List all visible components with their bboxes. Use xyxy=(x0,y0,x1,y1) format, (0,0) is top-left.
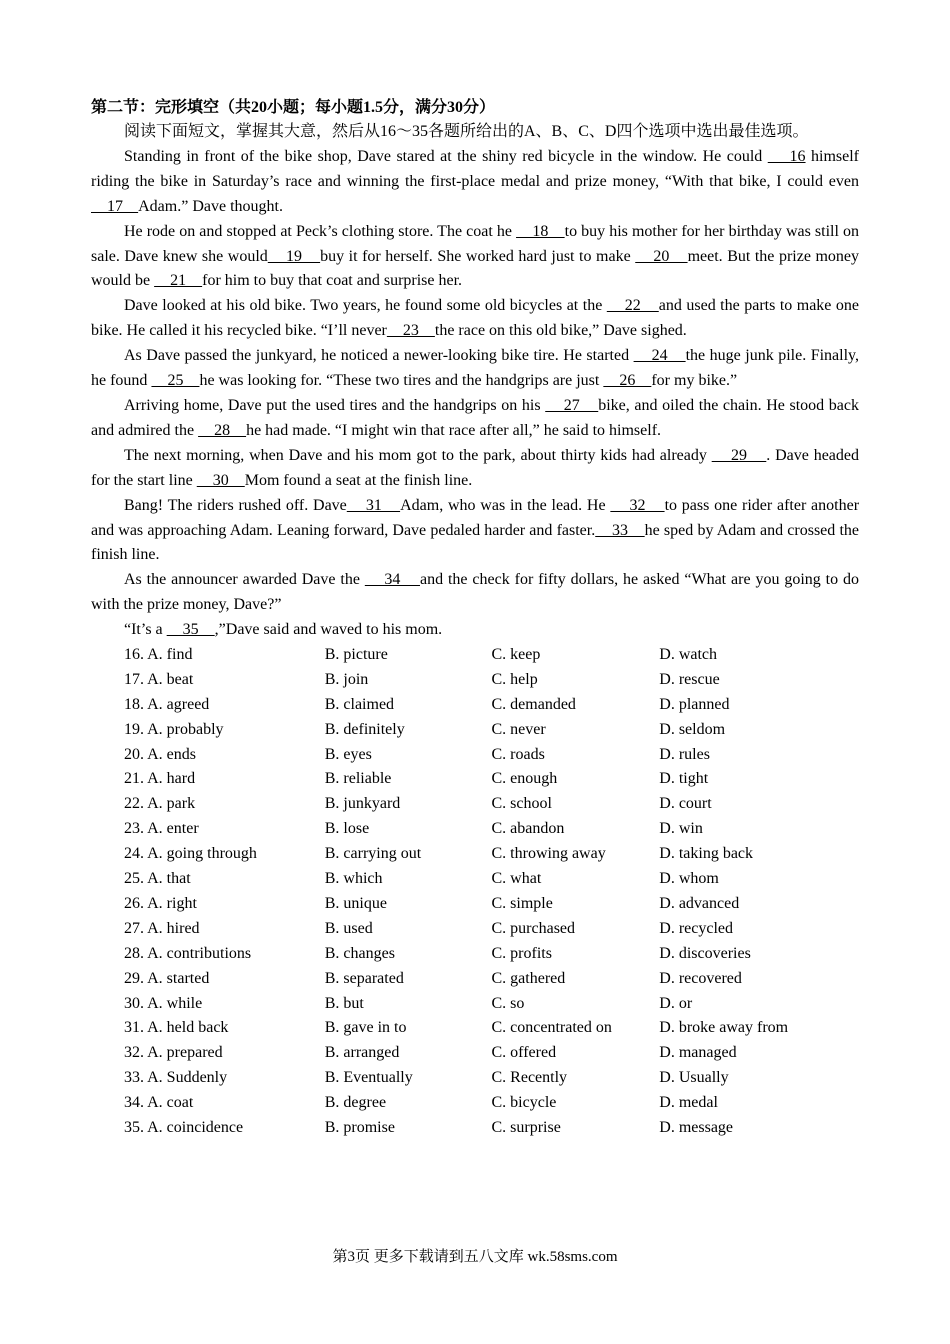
option-b: B. definitely xyxy=(324,720,405,738)
passage-text: Adam.” Dave thought. xyxy=(138,197,283,215)
option-b: B. degree xyxy=(324,1094,387,1112)
option-b: B. used xyxy=(324,919,373,937)
option-b: B. picture xyxy=(324,646,388,664)
option-c: C. simple xyxy=(491,894,553,912)
option-d: D. managed xyxy=(659,1044,737,1062)
passage-text: Bang! The riders rushed off. Dave xyxy=(124,496,347,514)
answer-blank: 18 xyxy=(516,222,565,240)
passage-text: to pass one rider after another and was approaching Adam. Leaning forward, Dave pedaled harder and faster. xyxy=(91,496,860,539)
passage-text: for him to buy that coat and surprise her. xyxy=(202,272,463,290)
passage-text: meet. But the prize money would be xyxy=(91,247,860,290)
option-d: D. watch xyxy=(659,646,718,664)
option-a: 29. A. started xyxy=(124,969,210,987)
question-options-row xyxy=(91,1041,859,1066)
answer-blank: 22 xyxy=(606,297,659,315)
answer-blank: 27 xyxy=(545,396,599,414)
option-b: B. unique xyxy=(324,894,387,912)
answer-blank: 32 xyxy=(610,496,665,514)
option-d: D. or xyxy=(659,994,693,1012)
option-a: 22. A. park xyxy=(124,795,196,813)
question-options-row xyxy=(91,643,859,668)
option-a: 31. A. held back xyxy=(124,1019,229,1037)
question-options-row xyxy=(91,1016,859,1041)
option-b: B. changes xyxy=(324,944,395,962)
question-options-row xyxy=(91,917,859,942)
passage-text: “It’s a xyxy=(124,621,167,639)
passage-paragraph xyxy=(91,220,859,295)
instruction: 阅读下面短文，掌握其大意，然后从16～35各题所给出的A、B、C、D四个选项中选出最佳选项。 xyxy=(124,123,809,140)
option-a: 20. A. ends xyxy=(124,745,196,763)
passage-text: Adam, who was in the lead. He xyxy=(400,496,611,514)
passage-text: Mom found a seat at the finish line. xyxy=(244,471,473,489)
passage-text: bike, and oiled the chain. He stood back and admired the xyxy=(91,396,859,439)
passage-paragraph xyxy=(91,568,859,618)
passage-text: and the check for fifty dollars, he asked “What are you going to do with the prize money, Dave?” xyxy=(91,571,860,614)
option-c: C. so xyxy=(491,994,525,1012)
question-options-row xyxy=(91,743,859,768)
option-c: C. roads xyxy=(491,745,545,763)
answer-blank: 31 xyxy=(346,496,401,514)
question-options-row xyxy=(91,693,859,718)
option-a: 19. A. probably xyxy=(124,720,224,738)
passage-text: the race on this old bike,” Dave sighed. xyxy=(434,322,687,340)
option-a: 24. A. going through xyxy=(124,845,257,863)
passage-text: for my bike.” xyxy=(651,372,738,390)
answer-blank: 24 xyxy=(633,347,686,365)
passage-text: The next morning, when Dave and his mom got to the park, about thirty kids had already xyxy=(124,446,712,464)
question-options-row xyxy=(91,817,859,842)
passage-text: and used the parts to make one bike. He called it his recycled bike. “I’ll never xyxy=(91,297,860,340)
question-options-row xyxy=(91,942,859,967)
option-c: C. school xyxy=(491,795,552,813)
option-d: D. message xyxy=(659,1118,734,1136)
option-b: B. reliable xyxy=(324,770,392,788)
option-d: D. taking back xyxy=(659,845,754,863)
passage-text: As the announcer awarded Dave the xyxy=(124,571,365,589)
answer-blank: 17 xyxy=(91,197,139,215)
option-c: C. purchased xyxy=(491,919,576,937)
passage-text: ,”Dave said and waved to his mom. xyxy=(214,621,443,639)
question-options-row xyxy=(91,718,859,743)
answer-blank: 21 xyxy=(154,272,203,290)
passage-paragraph xyxy=(91,618,859,643)
question-options-row xyxy=(91,892,859,917)
option-d: D. whom xyxy=(659,870,719,888)
option-d: D. tight xyxy=(659,770,709,788)
question-options-row xyxy=(91,1066,859,1091)
option-b: B. eyes xyxy=(324,745,372,763)
option-c: C. keep xyxy=(491,646,541,664)
passage-text: Arriving home, Dave put the used tires and the handgrips on his xyxy=(124,396,546,414)
option-a: 26. A. right xyxy=(124,894,197,912)
option-a: 16. A. find xyxy=(124,646,193,664)
option-b: B. separated xyxy=(324,969,404,987)
option-a: 25. A. that xyxy=(124,870,191,888)
option-a: 23. A. enter xyxy=(124,820,199,838)
passage-text: Standing in front of the bike shop, Dave stared at the shiny red bicycle in the window. He could xyxy=(124,147,768,165)
passage-text: he was looking for. “These two tires and the handgrips are just xyxy=(199,372,604,390)
passage-paragraph xyxy=(91,344,859,394)
answer-blank: 35 xyxy=(166,621,215,639)
option-d: D. discoveries xyxy=(659,944,751,962)
answer-blank: 26 xyxy=(603,372,652,390)
option-a: 32. A. prepared xyxy=(124,1044,223,1062)
answer-blank: 19 xyxy=(267,247,321,265)
passage-paragraph xyxy=(91,145,859,220)
option-b: B. but xyxy=(324,994,364,1012)
option-c: C. gathered xyxy=(491,969,566,987)
passage xyxy=(91,145,859,643)
option-c: C. throwing away xyxy=(491,845,606,863)
answer-blank: 28 xyxy=(198,421,247,439)
option-b: B. which xyxy=(324,870,383,888)
question-options-row xyxy=(91,1091,859,1116)
option-b: B. arranged xyxy=(324,1044,400,1062)
page-footer: 第3页 更多下载请到五八文库 wk.58sms.com xyxy=(332,1249,618,1265)
answer-blank: 20 xyxy=(635,247,688,265)
passage-paragraph xyxy=(91,444,859,494)
passage-text: the huge junk pile. Finally, he found xyxy=(91,347,859,390)
document-page xyxy=(91,95,859,1141)
option-b: B. lose xyxy=(324,820,370,838)
passage-paragraph xyxy=(91,294,859,344)
option-c: C. offered xyxy=(491,1044,557,1062)
answer-blank: 25 xyxy=(151,372,200,390)
option-c: C. surprise xyxy=(491,1118,561,1136)
option-c: C. profits xyxy=(491,944,552,962)
option-b: B. join xyxy=(324,670,369,688)
option-b: B. junkyard xyxy=(324,795,401,813)
option-b: B. carrying out xyxy=(324,845,422,863)
option-a: 28. A. contributions xyxy=(124,944,252,962)
passage-text: Dave looked at his old bike. Two years, he found some old bicycles at the xyxy=(124,297,607,315)
option-a: 27. A. hired xyxy=(124,919,200,937)
option-b: B. promise xyxy=(324,1118,395,1136)
option-b: B. claimed xyxy=(324,695,395,713)
option-d: D. seldom xyxy=(659,720,726,738)
section-title: 第二节：完形填空（共20小题；每小题1.5分，满分30分） xyxy=(91,99,496,116)
passage-paragraph xyxy=(91,494,859,569)
passage-text: As Dave passed the junkyard, he noticed a newer-looking bike tire. He started xyxy=(124,347,634,365)
question-options-row xyxy=(91,767,859,792)
passage-text: to buy his mother for her birthday was still on sale. Dave knew she would xyxy=(91,222,860,265)
option-a: 35. A. coincidence xyxy=(124,1118,244,1136)
option-c: C. bicycle xyxy=(491,1094,557,1112)
option-a: 30. A. while xyxy=(124,994,203,1012)
option-c: C. never xyxy=(491,720,546,738)
option-d: D. court xyxy=(659,795,712,813)
option-c: C. Recently xyxy=(491,1069,568,1087)
option-d: D. recycled xyxy=(659,919,733,937)
question-options-row xyxy=(91,1116,859,1141)
passage-text: He rode on and stopped at Peck’s clothing store. The coat he xyxy=(124,222,517,240)
option-c: C. enough xyxy=(491,770,558,788)
option-d: D. planned xyxy=(659,695,730,713)
question-options-row xyxy=(91,668,859,693)
option-c: C. concentrated on xyxy=(491,1019,612,1037)
passage-text: buy it for herself. She worked hard just to make xyxy=(320,247,636,265)
option-a: 17. A. beat xyxy=(124,670,194,688)
option-a: 21. A. hard xyxy=(124,770,196,788)
option-c: C. demanded xyxy=(491,695,576,713)
question-options-row xyxy=(91,992,859,1017)
passage-text: himself riding the bike in Saturday’s race and winning the first-place medal and prize money, “With that bike, I could even xyxy=(91,147,859,190)
option-a: 33. A. Suddenly xyxy=(124,1069,228,1087)
option-d: D. Usually xyxy=(659,1069,729,1087)
answer-blank: 33 xyxy=(595,521,645,539)
passage-paragraph xyxy=(91,394,859,444)
option-c: C. help xyxy=(491,670,538,688)
passage-text: . Dave headed for the start line xyxy=(91,446,860,489)
option-d: D. advanced xyxy=(659,894,740,912)
option-d: D. rules xyxy=(659,745,710,763)
option-d: D. rescue xyxy=(659,670,720,688)
question-options-row xyxy=(91,842,859,867)
answer-blank: 23 xyxy=(386,322,435,340)
option-d: D. broke away from xyxy=(659,1019,789,1037)
answer-blank: 16 xyxy=(767,147,806,165)
question-options-row xyxy=(91,967,859,992)
passage-text: he sped by Adam and crossed the finish line. xyxy=(91,521,860,564)
option-d: D. recovered xyxy=(659,969,742,987)
option-a: 34. A. coat xyxy=(124,1094,194,1112)
option-c: C. what xyxy=(491,870,542,888)
passage-text: he had made. “I might win that race after all,” he said to himself. xyxy=(246,421,662,439)
answer-blank: 29 xyxy=(711,446,767,464)
option-b: B. Eventually xyxy=(324,1069,413,1087)
option-b: B. gave in to xyxy=(324,1019,407,1037)
answer-blank: 34 xyxy=(364,571,420,589)
question-options-row xyxy=(91,867,859,892)
option-c: C. abandon xyxy=(491,820,565,838)
option-d: D. win xyxy=(659,820,703,838)
answer-blank: 30 xyxy=(196,471,245,489)
options-list xyxy=(91,643,859,1141)
question-options-row xyxy=(91,792,859,817)
option-d: D. medal xyxy=(659,1094,718,1112)
option-a: 18. A. agreed xyxy=(124,695,210,713)
